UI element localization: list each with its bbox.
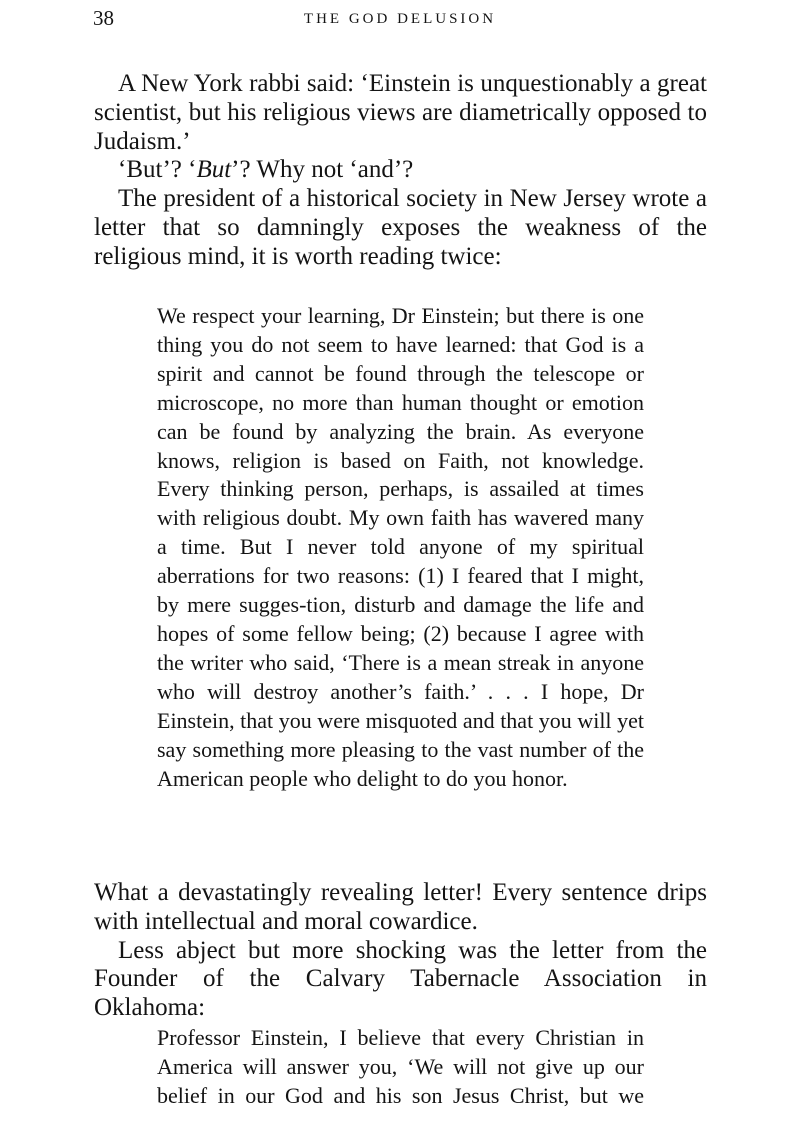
- paragraph-but-and: [94, 156, 707, 185]
- paragraph-rabbi-quote: A New York rabbi said: ‘Einstein is unquestionably a great scientist, but his religious views are diametrically opposed to Judaism.’: [94, 70, 707, 155]
- block-quote-line: belief in our God and his son Jesus Christ, but we: [157, 1082, 644, 1108]
- body-text-block-2: [94, 879, 707, 1023]
- page-number: 38: [93, 6, 114, 30]
- paragraph-new-jersey-letter: The president of a historical society in New Jersey wrote a letter that so damningly exposes the weakness of the religious mind, it is worth reading twice:: [94, 185, 707, 270]
- but-and-text-end: ’? Why not ‘and’?: [231, 156, 414, 184]
- but-and-text-start: ‘But’? ‘: [118, 156, 197, 184]
- running-head: THE GOD DELUSION: [303, 11, 497, 27]
- block-quote-new-jersey: [157, 302, 644, 793]
- paragraph-calvary-letter: Less abject but more shocking was the letter from the Founder of the Calvary Tabernacle Association in Oklahoma:: [94, 936, 707, 1022]
- body-text-block-1: [94, 70, 707, 272]
- block-quote-text: We respect your learning, Dr Einstein; but there is one thing you do not seem to have learned: that God is a spirit and cannot be found through the telescope or microscope, no more than human thought or emotion can be found by analyzing the brain. As everyone knows, religion is based on Faith, not knowledge. Every thinking person, perhaps, is assailed at times with religious doubt. My own faith has wavered many a time. But I never told anyone of my spiritual aberrations for two reasons: (1) I feared that I might, by mere sugges-tion, disturb and damage the life and hopes of some fellow being; (2) because I agree with the writer who said, ‘There is a mean streak in anyone who will destroy another’s faith.’ . . . I hope, Dr Einstein, that you were misquoted and that you will yet say something more pleasing to the vast number of the American people who delight to do you honor.: [157, 303, 644, 791]
- block-quote-line: Professor Einstein, I believe that every Christian in: [157, 1025, 644, 1050]
- block-quote-line: America will answer you, ‘We will not give up our: [157, 1053, 644, 1079]
- block-quote-calvary: [157, 1024, 644, 1111]
- paragraph-revealing-letter: What a devastatingly revealing letter! Every sentence drips with intellectual and moral cowardice.: [94, 879, 707, 935]
- but-emphasis: But: [196, 156, 232, 184]
